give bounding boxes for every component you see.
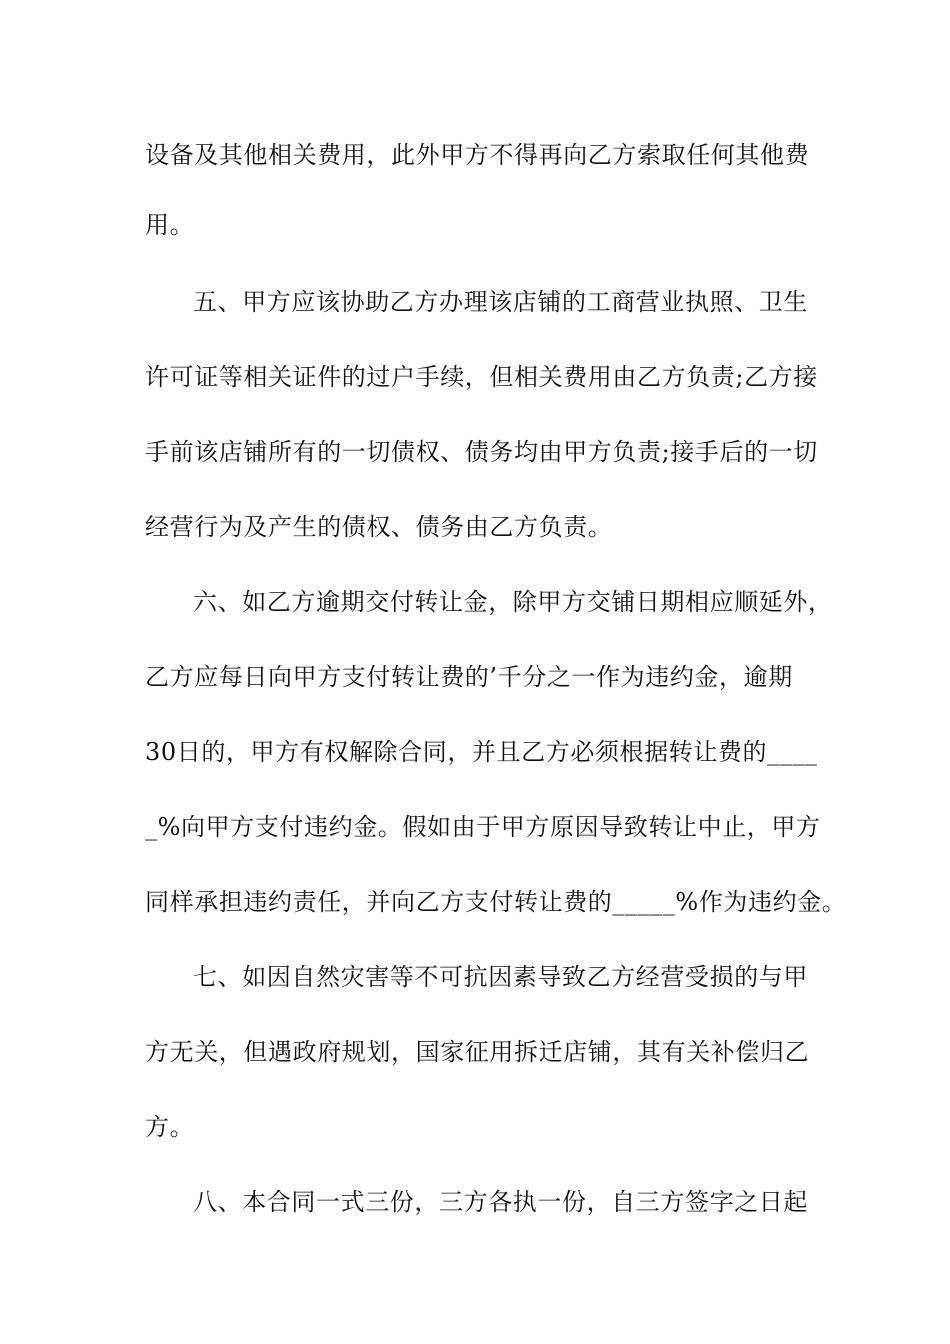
text-line: 乙方应每日向甲方支付转让费的’千分之一作为违约金，逾期 — [145, 663, 793, 691]
text-line: 设备及其他相关费用，此外甲方不得再向乙方索取任何其他费 — [145, 141, 810, 169]
text-line: 许可证等相关证件的过户手续，但相关费用由乙方负责;乙方接 — [145, 363, 818, 391]
paragraph-7-heading-line: 七、如因自然灾害等不可抗因素导致乙方经营受损的与甲 — [193, 963, 808, 991]
text-line: 方。 — [145, 1113, 195, 1141]
text-line: 同样承担违约责任，并向乙方支付转让费的_____%作为违约金。 — [145, 888, 847, 916]
paragraph-8-heading-line: 八、本合同一式三份，三方各执一份，自三方签字之日起 — [193, 1188, 808, 1216]
text-line: 方无关，但遇政府规划，国家征用拆迁店铺，其有关补偿归乙 — [145, 1038, 810, 1066]
text-line: 手前该店铺所有的一切债权、债务均由甲方负责;接手后的一切 — [145, 438, 818, 466]
paragraph-5-heading-line: 五、甲方应该协助乙方办理该店铺的工商营业执照、卫生 — [193, 288, 808, 316]
text-line: 30日的，甲方有权解除合同，并且乙方必须根据转让费的____ — [145, 738, 818, 766]
paragraph-6-heading-line: 六、如乙方逾期交付转让金，除甲方交铺日期相应顺延外， — [193, 588, 833, 616]
text-line: 用。 — [145, 211, 195, 239]
text-line: _%向甲方支付违约金。假如由于甲方原因导致转让中止，甲方 — [145, 813, 821, 841]
text-line: 经营行为及产生的债权、债务由乙方负责。 — [145, 513, 613, 541]
